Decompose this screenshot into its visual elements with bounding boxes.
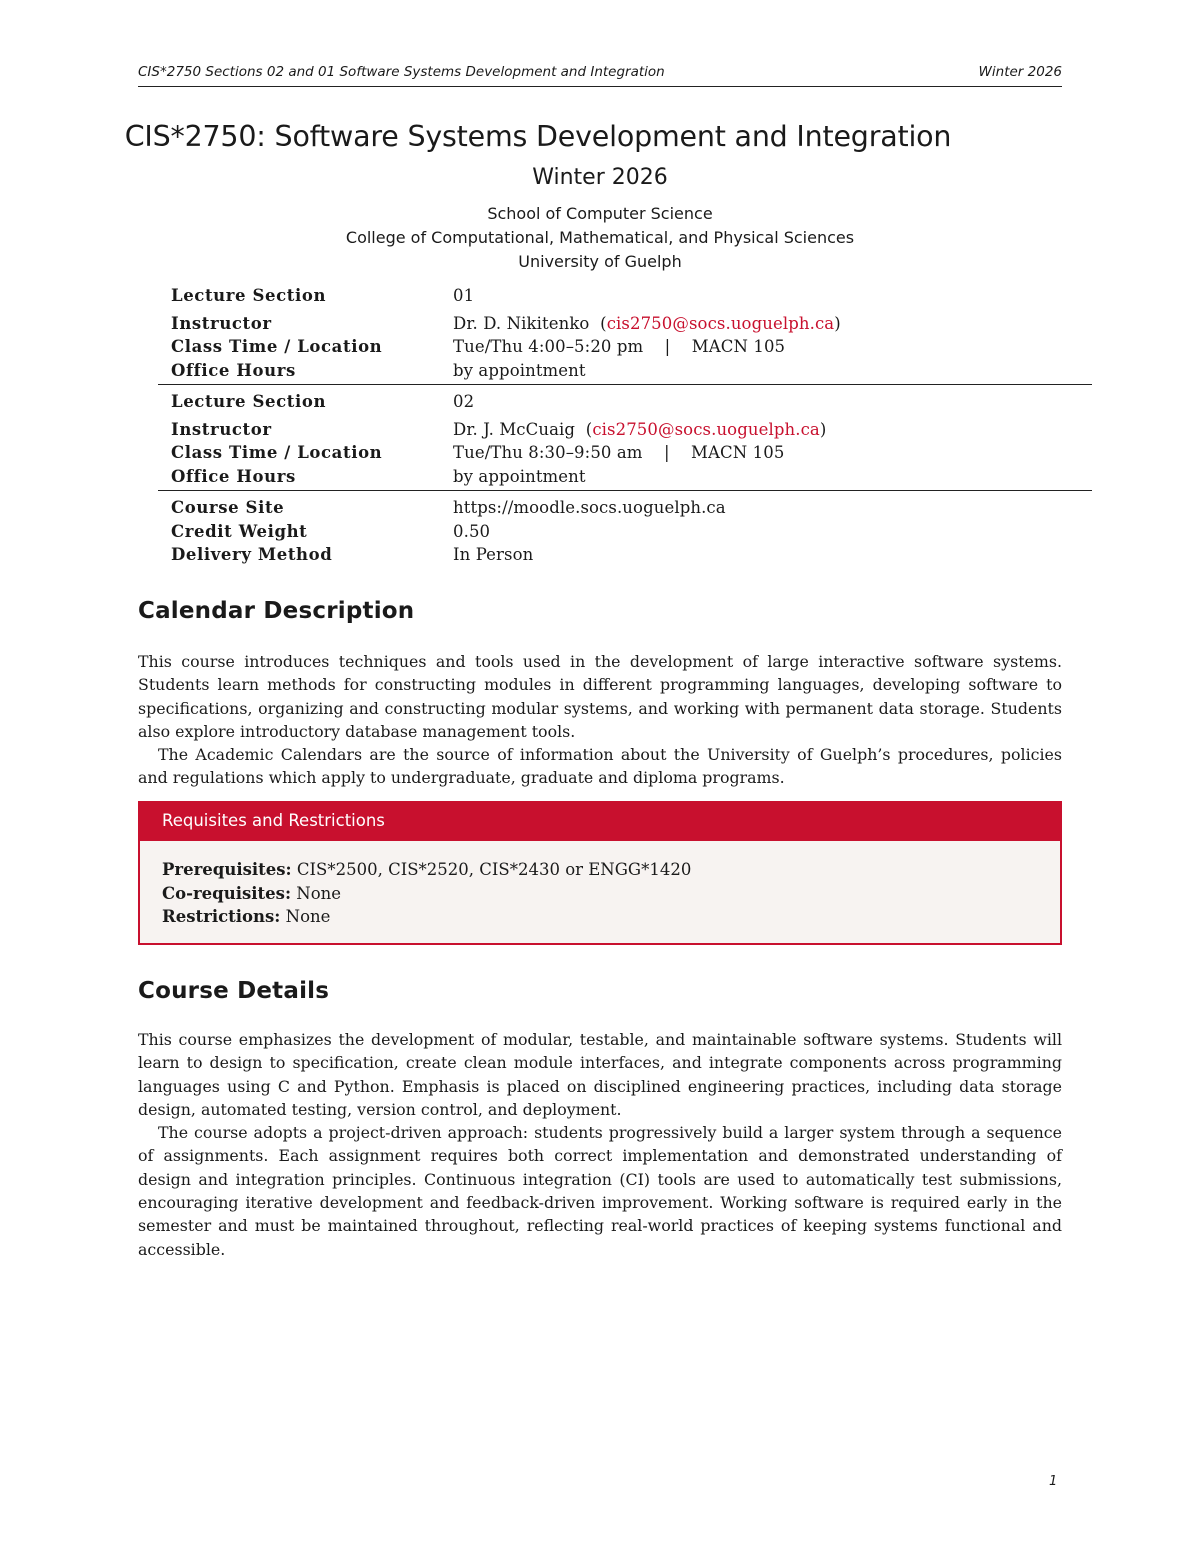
section-01-group xyxy=(158,284,1092,385)
separator: | xyxy=(663,443,670,462)
delivery-method-row xyxy=(171,543,1092,567)
title-block xyxy=(124,118,1062,274)
requisites-box xyxy=(138,801,1062,945)
requisites-heading: Requisites and Restrictions xyxy=(140,803,1060,841)
class-time-value xyxy=(453,335,1092,359)
prerequisites-label: Prerequisites: xyxy=(162,860,292,879)
instructor-email-link[interactable]: cis2750@socs.uoguelph.ca xyxy=(606,313,835,333)
instructor-row xyxy=(171,312,1092,336)
class-time-label: Class Time / Location xyxy=(171,443,383,462)
lecture-section-label: Lecture Section xyxy=(171,392,327,411)
corequisites-label: Co-requisites: xyxy=(162,883,292,903)
restrictions-value: None xyxy=(285,907,331,926)
calendar-description-heading: Calendar Description xyxy=(138,598,415,624)
instructor-label: Instructor xyxy=(171,313,272,333)
lecture-section-label: Lecture Section xyxy=(171,286,327,305)
office-hours-value: by appointment xyxy=(453,466,586,486)
office-hours-value: by appointment xyxy=(453,360,586,380)
restrictions-line xyxy=(162,905,1060,929)
office-hours-row xyxy=(171,359,1092,383)
instructor-name: Dr. J. McCuaig xyxy=(453,419,576,439)
section-02-group xyxy=(158,385,1092,491)
course-info-table xyxy=(158,284,1092,567)
class-time: Tue/Thu 8:30–9:50 am xyxy=(453,443,643,462)
office-hours-label: Office Hours xyxy=(171,360,296,380)
page-title: CIS*2750: Software Systems Development and Integration xyxy=(124,120,952,153)
class-time-row xyxy=(171,441,1092,465)
instructor-email-link[interactable]: cis2750@socs.uoguelph.ca xyxy=(592,419,820,439)
lecture-section-row xyxy=(171,390,1092,414)
instructor-row xyxy=(171,418,1092,442)
calendar-paragraph-2: The Academic Calendars are the source of information about the University of Guelph’s procedures, policies and regulations which apply to undergraduate, graduate and diploma programs. xyxy=(138,745,1062,788)
lecture-section-value: 02 xyxy=(453,392,475,411)
calendar-paragraph-1: This course introduces techniques and tools used in the development of large interactive software systems. Students learn methods for constructing modules in different programming languages, developing software to specifications, organizing and constructing modular systems, and working with permanent data storage. Students also explore introductory database management tools. xyxy=(138,652,1062,741)
office-hours-label: Office Hours xyxy=(171,466,296,486)
college-name: College of Computational, Mathematical, and Physical Sciences xyxy=(345,228,855,247)
details-paragraph-1: This course emphasizes the development of modular, testable, and maintainable software systems. Students will learn to design to specification, create clean module interfaces, and integrate components across programming languages using C and Python. Emphasis is placed on disciplined engineering practices, including data storage design, automated testing, version control, and deployment. xyxy=(138,1030,1062,1119)
credit-weight-value: 0.50 xyxy=(453,521,491,541)
running-header-term: Winter 2026 xyxy=(978,64,1062,80)
running-header-title: CIS*2750 Sections 02 and 01 Software Systems Development and Integration xyxy=(138,64,665,80)
class-time-label: Class Time / Location xyxy=(171,337,383,356)
restrictions-label: Restrictions: xyxy=(162,907,281,926)
course-details-body xyxy=(138,1028,1062,1261)
credit-weight-label: Credit Weight xyxy=(171,521,308,541)
class-location: MACN 105 xyxy=(691,443,785,462)
running-header xyxy=(138,64,1062,87)
office-hours-row xyxy=(171,465,1092,489)
class-time: Tue/Thu 4:00–5:20 pm xyxy=(453,337,644,356)
course-meta-group xyxy=(158,491,1092,567)
course-site-row xyxy=(171,496,1092,520)
credit-weight-row xyxy=(171,520,1092,544)
prerequisites-value: CIS*2500, CIS*2520, CIS*2430 or ENGG*1420 xyxy=(296,860,692,879)
instructor-value: Dr. D. Nikitenko (cis2750@socs.uoguelph.ca) xyxy=(453,313,841,333)
class-time-value xyxy=(453,441,1092,465)
delivery-method-value: In Person xyxy=(453,545,534,564)
prerequisites-line xyxy=(162,858,1060,882)
details-paragraph-2: The course adopts a project-driven approach: students progressively build a larger system through a sequence of assignments. Each assignment requires both correct implementation and demonstrated understanding of design and integration principles. Continuous integration (CI) tools are used to automatically test submissions, encouraging iterative development and feedback-driven improvement. Working software is required early in the semester and must be maintained throughout, reflecting real-world practices of keeping systems functional and accessible. xyxy=(138,1123,1062,1259)
page-number: 1 xyxy=(1049,1474,1058,1489)
corequisites-line xyxy=(162,882,1060,906)
university-name: University of Guelph xyxy=(518,252,682,271)
separator: | xyxy=(664,337,671,356)
lecture-section-row xyxy=(171,284,1092,308)
lecture-section-value: 01 xyxy=(453,286,475,305)
class-time-row xyxy=(171,335,1092,359)
corequisites-value: None xyxy=(296,883,342,903)
instructor-label: Instructor xyxy=(171,419,272,439)
course-details-heading: Course Details xyxy=(138,978,330,1004)
instructor-value: Dr. J. McCuaig (cis2750@socs.uoguelph.ca) xyxy=(453,419,827,439)
instructor-name: Dr. D. Nikitenko xyxy=(453,313,590,333)
delivery-method-label: Delivery Method xyxy=(171,545,333,564)
course-site-label: Course Site xyxy=(171,498,285,517)
course-site-link[interactable]: https://moodle.socs.uoguelph.ca xyxy=(453,498,726,517)
term-subtitle: Winter 2026 xyxy=(532,165,668,190)
requisites-body xyxy=(140,841,1060,929)
calendar-description-body xyxy=(138,650,1062,790)
class-location: MACN 105 xyxy=(691,337,786,356)
school-name: School of Computer Science xyxy=(487,204,713,223)
